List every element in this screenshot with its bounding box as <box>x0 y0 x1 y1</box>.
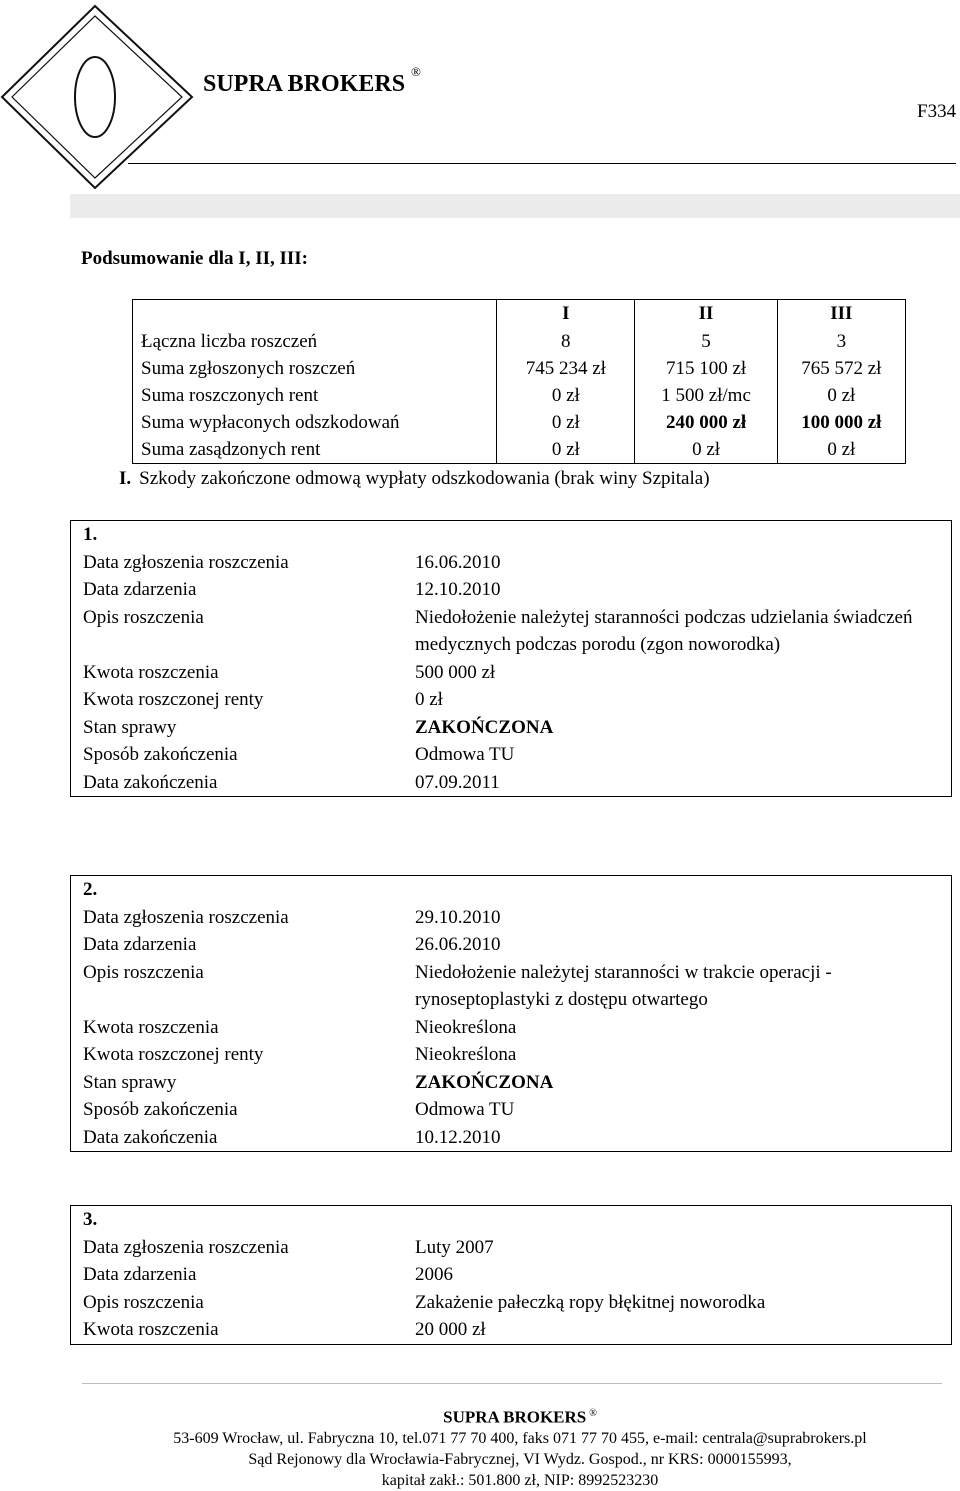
field-label: Kwota roszczonej renty <box>83 1044 264 1065</box>
claim-row <box>71 904 952 932</box>
claim-row <box>71 1289 952 1317</box>
field-value: 16.06.2010 <box>415 551 501 573</box>
claim-row <box>71 1069 952 1097</box>
claim-row <box>71 1014 952 1042</box>
claim-row <box>71 576 952 604</box>
summary-row <box>133 436 906 464</box>
claim-number: 1. <box>83 524 98 545</box>
row-label: Łączna liczba roszczeń <box>141 331 318 352</box>
field-label: Data zakończenia <box>83 771 218 793</box>
field-label: Stan sprawy <box>83 1071 177 1093</box>
row-label: Suma zgłoszonych roszczeń <box>141 358 356 379</box>
registered-mark: ® <box>589 1408 597 1419</box>
claim-row <box>71 1124 952 1152</box>
field-value: Niedołożenie należytej staranności w trakcie operacji - rynoseptoplastyki z dostępu otwartego <box>415 961 832 1010</box>
claim-row <box>71 604 952 659</box>
field-value: 26.06.2010 <box>415 934 501 955</box>
claim-row <box>71 686 952 714</box>
status-value: ZAKOŃCZONA <box>415 716 554 738</box>
field-label: Data zdarzenia <box>83 934 197 955</box>
field-value: Odmowa TU <box>415 744 515 765</box>
claim-row <box>71 769 952 797</box>
field-value: Luty 2007 <box>415 1236 494 1258</box>
field-value: 500 000 zł <box>415 661 496 683</box>
field-label: Sposób zakończenia <box>83 1099 238 1120</box>
claim-card <box>70 520 952 797</box>
field-value: 0 zł <box>415 689 443 710</box>
claim-row <box>71 1041 952 1069</box>
section-heading <box>119 468 710 490</box>
row-label: Suma roszczonych rent <box>141 385 319 406</box>
cell: 745 234 zł <box>497 355 635 382</box>
claim-row <box>71 1234 952 1262</box>
field-value: 12.10.2010 <box>415 579 501 600</box>
field-value: 07.09.2011 <box>415 771 500 793</box>
cell: 8 <box>497 328 635 355</box>
logo-icon <box>0 0 200 200</box>
footer <box>0 1403 960 1491</box>
footer-capital: kapitał zakł.: 501.800 zł, NIP: 8992523230 <box>381 1471 659 1489</box>
claim-row <box>71 549 952 577</box>
summary-row <box>133 355 906 382</box>
claim-row <box>71 659 952 687</box>
claim-row <box>71 1261 952 1289</box>
cell: 0 zł <box>497 436 635 464</box>
summary-header-row <box>133 300 906 329</box>
cell: 0 zł <box>497 409 635 436</box>
field-value: Odmowa TU <box>415 1099 515 1120</box>
cell: 100 000 zł <box>777 409 905 436</box>
status-value: ZAKOŃCZONA <box>415 1071 554 1093</box>
registered-mark: ® <box>411 64 421 79</box>
cell: 0 zł <box>777 382 905 409</box>
brand-name: SUPRA BROKERS ® <box>203 64 421 97</box>
field-value: Nieokreślona <box>415 1016 517 1038</box>
field-label: Kwota roszczonej renty <box>83 689 264 710</box>
field-label: Sposób zakończenia <box>83 744 238 765</box>
cell: 5 <box>635 328 777 355</box>
field-label: Data zdarzenia <box>83 579 197 600</box>
cell: 240 000 zł <box>635 409 777 436</box>
field-value: 29.10.2010 <box>415 906 501 928</box>
field-value: 10.12.2010 <box>415 1126 501 1148</box>
summary-title: Podsumowanie dla I, II, III: <box>81 248 308 269</box>
footer-divider <box>82 1383 942 1384</box>
column-header: III <box>777 300 905 329</box>
claim-card <box>70 875 952 1152</box>
cell: 1 500 zł/mc <box>635 382 777 409</box>
field-value: 20 000 zł <box>415 1319 486 1340</box>
field-label: Data zgłoszenia roszczenia <box>83 551 289 573</box>
footer-address: 53-609 Wrocław, ul. Fabryczna 10, tel.071 77 70 400, faks 071 77 70 455, e-mail: centrala@suprabrokers.pl <box>173 1429 867 1447</box>
field-label: Kwota roszczenia <box>83 1016 219 1038</box>
claim-card <box>70 1205 952 1345</box>
field-label: Stan sprawy <box>83 716 177 738</box>
claim-row <box>71 741 952 769</box>
summary-row <box>133 409 906 436</box>
row-label: Suma wypłaconych odszkodowań <box>141 412 400 433</box>
document-code: F334 <box>917 101 957 122</box>
cell: 0 zł <box>777 436 905 464</box>
claim-row <box>71 714 952 742</box>
footer-court: Sąd Rejonowy dla Wrocławia-Fabrycznej, VI Wydz. Gospod., nr KRS: 0000155993, <box>248 1450 792 1468</box>
field-label: Data zakończenia <box>83 1126 218 1148</box>
cell: 3 <box>777 328 905 355</box>
claim-number: 3. <box>83 1209 98 1230</box>
summary-row <box>133 382 906 409</box>
field-value: 2006 <box>415 1264 453 1285</box>
summary-table <box>132 299 906 464</box>
field-label: Opis roszczenia <box>83 961 204 983</box>
cell: 0 zł <box>497 382 635 409</box>
field-label: Kwota roszczenia <box>83 1319 219 1340</box>
claim-row <box>71 931 952 959</box>
claim-number: 2. <box>83 879 98 900</box>
field-value: Zakażenie pałeczką ropy błękitnej noworodka <box>415 1291 766 1313</box>
footer-brand: SUPRA BROKERS ® <box>443 1407 597 1427</box>
field-label: Data zdarzenia <box>83 1264 197 1285</box>
field-label: Kwota roszczenia <box>83 661 219 683</box>
field-value: Nieokreślona <box>415 1044 517 1065</box>
field-label: Data zgłoszenia roszczenia <box>83 906 289 928</box>
claim-row <box>71 1096 952 1124</box>
claim-row <box>71 959 952 1014</box>
field-value: Niedołożenie należytej staranności podczas udzielania świadczeń medycznych podczas porodu (zgon noworodka) <box>415 606 913 655</box>
summary-row <box>133 328 906 355</box>
section-title: Szkody zakończone odmową wypłaty odszkodowania (brak winy Szpitala) <box>139 468 710 489</box>
cell: 0 zł <box>635 436 777 464</box>
column-header: II <box>635 300 777 329</box>
header-divider <box>128 163 956 164</box>
row-label: Suma zasądzonych rent <box>141 439 321 460</box>
field-label: Opis roszczenia <box>83 606 204 628</box>
claim-row <box>71 1316 952 1344</box>
cell: 715 100 zł <box>635 355 777 382</box>
summary-corner <box>133 300 497 329</box>
field-label: Data zgłoszenia roszczenia <box>83 1236 289 1258</box>
column-header: I <box>497 300 635 329</box>
section-number: I. <box>119 468 132 489</box>
cell: 765 572 zł <box>777 355 905 382</box>
header-band <box>70 194 960 218</box>
field-label: Opis roszczenia <box>83 1291 204 1313</box>
